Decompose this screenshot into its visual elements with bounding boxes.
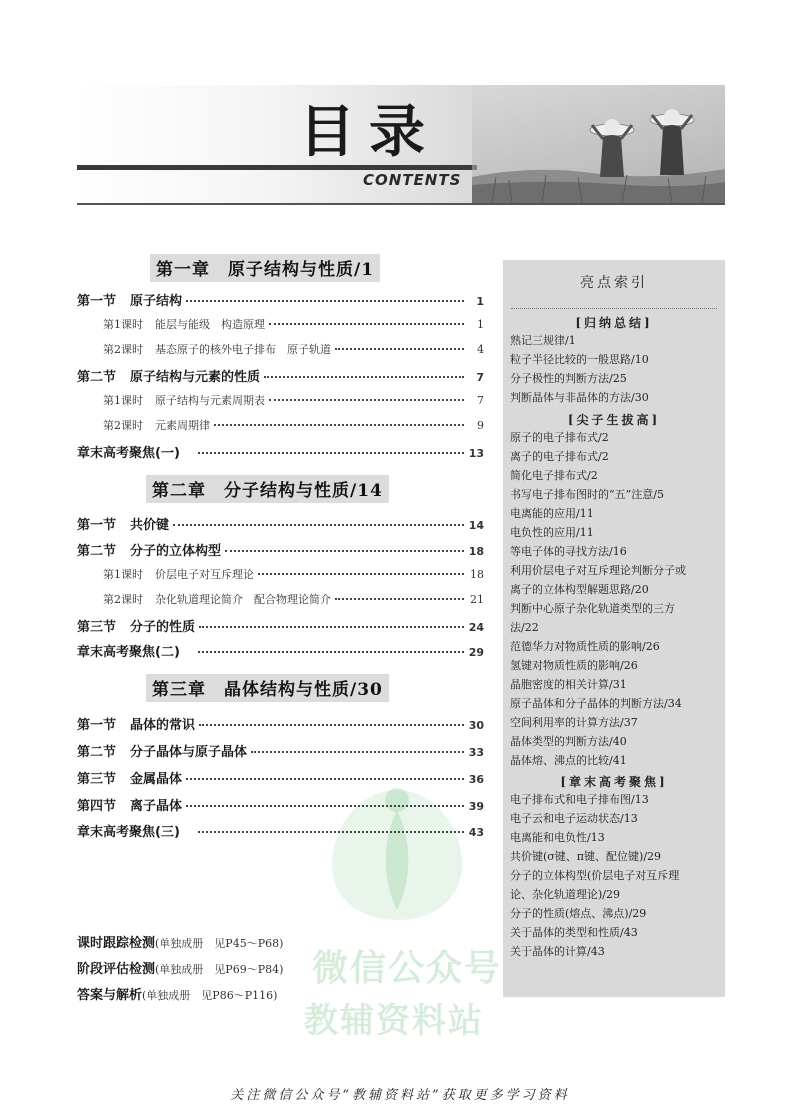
index-item[interactable]: 电离能的应用/11 bbox=[510, 507, 594, 520]
entry-title: 晶体的常识 bbox=[130, 718, 196, 733]
entry-number: 第1课时 bbox=[103, 318, 143, 331]
toc-entry[interactable] bbox=[77, 641, 484, 660]
entry-number: 第2课时 bbox=[103, 593, 143, 606]
leader-dots bbox=[186, 805, 464, 807]
entry-title: 原子结构 bbox=[130, 294, 183, 309]
chapter-1-title[interactable]: 第一章 原子结构与性质/1 bbox=[150, 254, 380, 282]
leader-dots bbox=[214, 424, 464, 426]
index-item[interactable]: 分子的立体构型(价层电子对互斥理 bbox=[510, 869, 680, 882]
toc-entry[interactable] bbox=[103, 591, 484, 607]
entry-page: 4 bbox=[477, 343, 484, 356]
toc-entry[interactable] bbox=[77, 442, 484, 461]
toc-entry[interactable] bbox=[77, 795, 484, 814]
watermark-line1: 微信公众号 bbox=[312, 948, 503, 989]
entry-number: 第1课时 bbox=[103, 568, 143, 581]
panel-divider bbox=[511, 308, 717, 309]
entry-page: 21 bbox=[470, 593, 484, 606]
index-item[interactable]: 书写电子排布图时的“五”注意/5 bbox=[510, 488, 664, 501]
leader-dots bbox=[173, 524, 464, 526]
entry-number: 第二节 bbox=[77, 370, 117, 385]
entry-number: 第一节 bbox=[77, 294, 117, 309]
leader-dots bbox=[335, 598, 464, 600]
ref-label: 课时跟踪检测 bbox=[77, 936, 156, 951]
entry-page: 24 bbox=[468, 621, 484, 634]
leader-dots bbox=[225, 550, 464, 552]
toc-entry[interactable] bbox=[103, 316, 484, 332]
page-subtitle: CONTENTS bbox=[363, 171, 462, 189]
header-banner bbox=[77, 85, 725, 203]
leader-dots bbox=[269, 323, 464, 325]
toc-entry[interactable] bbox=[77, 514, 484, 533]
page-title: 目录 bbox=[299, 100, 439, 165]
entry-title: 基态原子的核外电子排布 原子轨道 bbox=[155, 343, 331, 356]
leader-dots bbox=[269, 399, 464, 401]
toc-entry[interactable] bbox=[103, 417, 484, 433]
category-heading: [章末高考聚焦] bbox=[560, 775, 668, 789]
entry-title: 分子的性质 bbox=[130, 620, 196, 635]
index-item[interactable]: 电离能和电负性/13 bbox=[510, 831, 605, 844]
leader-dots bbox=[198, 831, 464, 833]
entry-number: 第三节 bbox=[77, 620, 117, 635]
index-item[interactable]: 判断中心原子杂化轨道类型的三方 bbox=[510, 602, 675, 615]
watermark-logo bbox=[312, 770, 482, 930]
index-item[interactable]: 判断晶体与非晶体的方法/30 bbox=[510, 391, 649, 404]
index-item[interactable]: 分子的性质(熔点、沸点)/29 bbox=[510, 907, 647, 920]
entry-page: 1 bbox=[477, 318, 484, 331]
index-item[interactable]: 等电子体的寻找方法/16 bbox=[510, 545, 627, 558]
leader-dots bbox=[186, 778, 464, 780]
index-item[interactable]: 熟记三规律/1 bbox=[510, 334, 576, 347]
panel-title: 亮点索引 bbox=[580, 275, 648, 291]
header-bottom-rule bbox=[77, 203, 725, 205]
entry-page: 9 bbox=[477, 419, 484, 432]
entry-title: 共价键 bbox=[130, 518, 170, 533]
toc-entry[interactable] bbox=[77, 540, 484, 559]
ref-label: 阶段评估检测 bbox=[77, 962, 156, 977]
index-item[interactable]: 分子极性的判断方法/25 bbox=[510, 372, 627, 385]
index-item[interactable]: 简化电子排布式/2 bbox=[510, 469, 598, 482]
entry-number: 章末高考聚焦(三) bbox=[77, 825, 180, 840]
index-item[interactable]: 原子的电子排布式/2 bbox=[510, 431, 609, 444]
entry-page: 13 bbox=[468, 447, 484, 460]
ref-stage-evaluation[interactable] bbox=[77, 958, 283, 977]
toc-entry[interactable] bbox=[103, 341, 484, 357]
leader-dots bbox=[186, 300, 464, 302]
index-item[interactable]: 粒子半径比较的一般思路/10 bbox=[510, 353, 649, 366]
index-item[interactable]: 法/22 bbox=[510, 621, 539, 634]
index-item[interactable]: 晶体类型的判断方法/40 bbox=[510, 735, 627, 748]
entry-number: 第2课时 bbox=[103, 419, 143, 432]
entry-page: 43 bbox=[468, 826, 484, 839]
index-item[interactable]: 论、杂化轨道理论)/29 bbox=[510, 888, 620, 901]
entry-title: 原子结构与元素的性质 bbox=[130, 370, 261, 385]
ref-note: (单独成册 见P45～P68) bbox=[155, 937, 284, 950]
entry-page: 39 bbox=[468, 800, 484, 813]
entry-title: 元素周期律 bbox=[155, 419, 210, 432]
entry-number: 第三节 bbox=[77, 772, 117, 787]
entry-page: 18 bbox=[468, 545, 484, 558]
index-item[interactable]: 离子的电子排布式/2 bbox=[510, 450, 609, 463]
entry-title: 分子的立体构型 bbox=[130, 544, 222, 559]
entry-title: 价层电子对互斥理论 bbox=[155, 568, 254, 581]
watermark-line2: 教辅资料站 bbox=[304, 1001, 484, 1041]
toc-entry[interactable] bbox=[77, 290, 484, 309]
leader-dots bbox=[198, 452, 464, 454]
entry-page: 36 bbox=[468, 773, 484, 786]
entry-number: 第二节 bbox=[77, 544, 117, 559]
index-item[interactable]: 晶胞密度的相关计算/31 bbox=[510, 678, 627, 691]
entry-number: 第2课时 bbox=[103, 343, 143, 356]
highlights-panel bbox=[503, 260, 725, 997]
index-item[interactable]: 原子晶体和分子晶体的判断方法/34 bbox=[510, 697, 682, 710]
index-item[interactable]: 关于晶体的类型和性质/43 bbox=[510, 926, 638, 939]
leader-dots bbox=[264, 376, 464, 378]
leader-dots bbox=[258, 573, 464, 575]
entry-page: 29 bbox=[468, 646, 484, 659]
leader-dots bbox=[198, 651, 464, 653]
index-item[interactable]: 离子的立体构型解题思路/20 bbox=[510, 583, 649, 596]
entry-page: 1 bbox=[476, 295, 484, 308]
index-item[interactable]: 电负性的应用/11 bbox=[510, 526, 594, 539]
leader-dots bbox=[199, 724, 464, 726]
entry-number: 章末高考聚焦(二) bbox=[77, 645, 180, 660]
entry-number: 第二节 bbox=[77, 745, 117, 760]
toc-entry[interactable] bbox=[77, 768, 484, 787]
index-item[interactable]: 空间利用率的计算方法/37 bbox=[510, 716, 638, 729]
entry-title: 能层与能级 构造原理 bbox=[155, 318, 265, 331]
entry-number: 第一节 bbox=[77, 718, 117, 733]
index-item[interactable]: 电子排布式和电子排布图/13 bbox=[510, 793, 649, 806]
entry-number: 第四节 bbox=[77, 799, 117, 814]
ref-note: (单独成册 见P69～P84) bbox=[155, 963, 284, 976]
toc-entry[interactable] bbox=[77, 821, 484, 840]
index-item[interactable]: 范德华力对物质性质的影响/26 bbox=[510, 640, 660, 653]
entry-title: 分子晶体与原子晶体 bbox=[130, 745, 248, 760]
index-item[interactable]: 晶体熔、沸点的比较/41 bbox=[510, 754, 627, 767]
ref-answers[interactable] bbox=[77, 984, 277, 1003]
entry-page: 30 bbox=[468, 719, 484, 732]
ref-lesson-tracking[interactable] bbox=[77, 932, 283, 951]
header-rule bbox=[77, 165, 477, 170]
entry-page: 18 bbox=[470, 568, 484, 581]
category-heading: [归纳总结] bbox=[575, 316, 653, 330]
leader-dots bbox=[199, 626, 464, 628]
entry-title: 金属晶体 bbox=[130, 772, 183, 787]
toc-entry[interactable] bbox=[77, 366, 484, 385]
leader-dots bbox=[335, 348, 464, 350]
index-item[interactable]: 共价键(σ键、π键、配位键)/29 bbox=[510, 850, 662, 863]
ref-label: 答案与解析 bbox=[77, 988, 143, 1003]
toc-entry[interactable] bbox=[103, 566, 484, 582]
entry-title: 杂化轨道理论简介 配合物理论简介 bbox=[155, 593, 331, 606]
footer-note: 关注微信公众号“教辅资料站”获取更多学习资料 bbox=[230, 1088, 570, 1103]
ref-note: (单独成册 见P86～P116) bbox=[142, 989, 278, 1002]
banner-photo bbox=[472, 85, 725, 203]
index-item[interactable]: 利用价层电子对互斥理论判断分子或 bbox=[510, 564, 686, 577]
toc-entry[interactable] bbox=[103, 392, 484, 408]
toc-entry[interactable] bbox=[77, 714, 484, 733]
index-item[interactable]: 氢键对物质性质的影响/26 bbox=[510, 659, 638, 672]
entry-page: 7 bbox=[477, 394, 484, 407]
chapter-3-title[interactable]: 第三章 晶体结构与性质/30 bbox=[146, 674, 389, 702]
entry-title: 离子晶体 bbox=[130, 799, 183, 814]
toc-entry[interactable] bbox=[77, 741, 484, 760]
entry-title: 原子结构与元素周期表 bbox=[155, 394, 265, 407]
entry-page: 7 bbox=[476, 371, 484, 384]
leader-dots bbox=[251, 751, 464, 753]
toc-entry[interactable] bbox=[77, 616, 484, 635]
entry-number: 章末高考聚焦(一) bbox=[77, 446, 180, 461]
index-item[interactable]: 电子云和电子运动状态/13 bbox=[510, 812, 638, 825]
chapter-2-title[interactable]: 第二章 分子结构与性质/14 bbox=[146, 475, 389, 503]
entry-number: 第1课时 bbox=[103, 394, 143, 407]
category-heading: [尖子生拔高] bbox=[567, 413, 661, 427]
entry-page: 33 bbox=[468, 746, 484, 759]
index-item[interactable]: 关于晶体的计算/43 bbox=[510, 945, 605, 958]
entry-page: 14 bbox=[468, 519, 484, 532]
entry-number: 第一节 bbox=[77, 518, 117, 533]
